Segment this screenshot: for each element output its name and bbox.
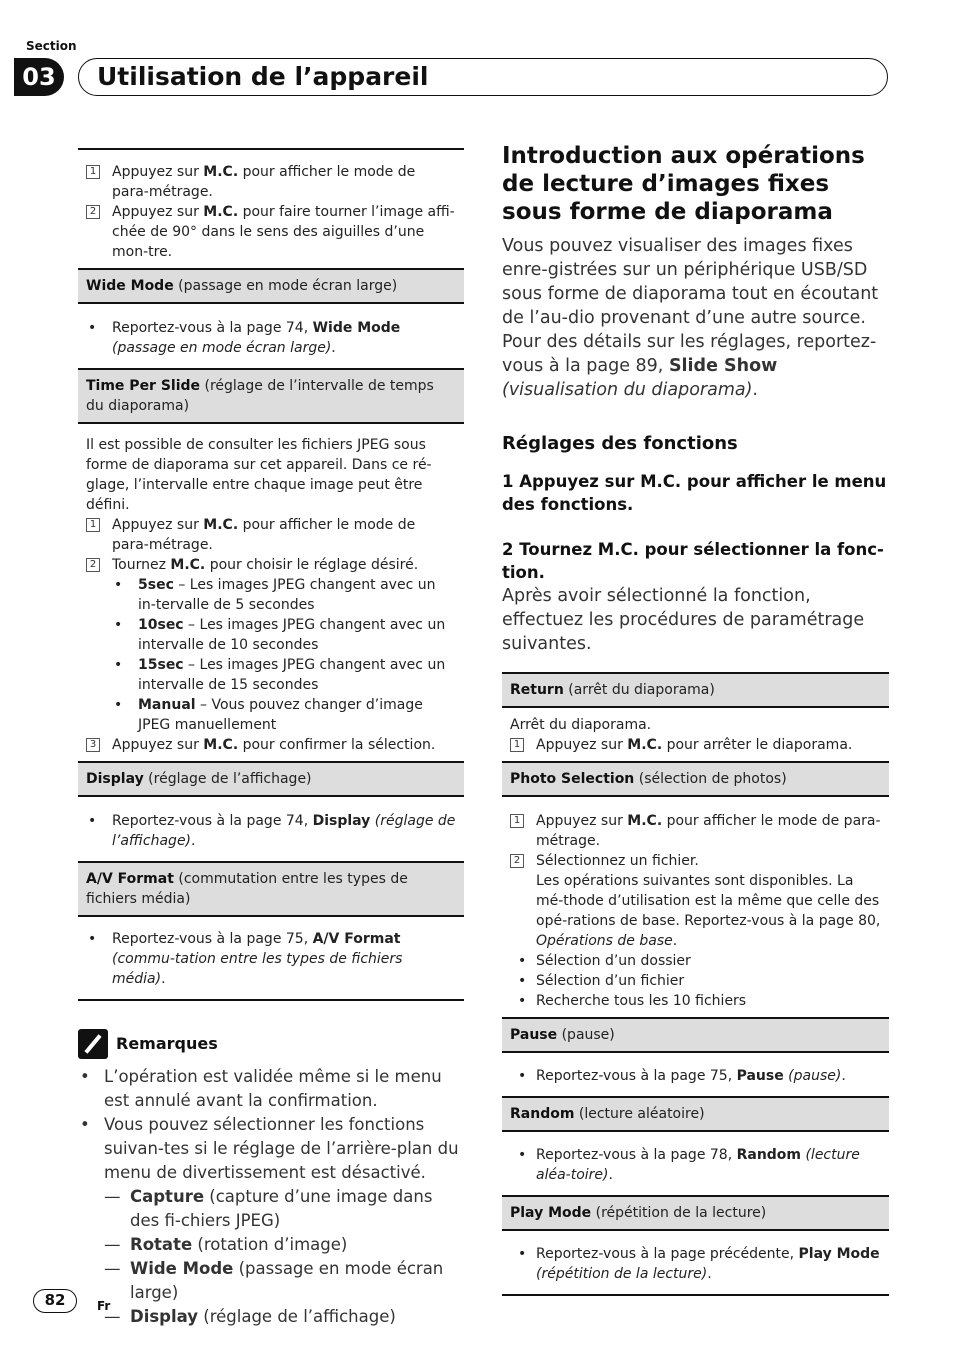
- remark-item: • Vous pouvez sélectionner les fonctions suivan-tes si le réglage de l’arrière-plan du menu de divertissement est désactivé.: [80, 1115, 459, 1182]
- step-number: 1: [86, 165, 100, 179]
- random-header: Random (lecture aléatoire): [502, 1096, 889, 1132]
- step-number: 2: [86, 558, 100, 572]
- option-item: • Manual – Vous pouvez changer d’image JPEG manuellement: [114, 697, 423, 733]
- section-heading: Introduction aux opérations de lecture d’images fixes sous forme de diaporama: [502, 143, 865, 225]
- bullet-item: • Reportez-vous à la page 74, Wide Mode (passage en mode écran large).: [88, 320, 401, 356]
- display-header: Display (réglage de l’affichage): [78, 761, 464, 797]
- step-heading-1: 1 Appuyez sur M.C. pour afficher le menu des fonctions.: [502, 472, 887, 514]
- step-row: 1 Appuyez sur M.C. pour afficher le mode de para-métrage.: [510, 811, 881, 851]
- time-per-slide-body: [78, 424, 464, 761]
- photo-selection-header: Photo Selection (sélection de photos): [502, 761, 889, 797]
- bullet-item: • Sélection d’un fichier: [518, 973, 685, 989]
- dash-item: — Rotate (rotation d’image): [104, 1235, 348, 1254]
- pencil-icon: [78, 1029, 108, 1059]
- step-number: 1: [510, 738, 524, 752]
- option-item: • 15sec – Les images JPEG changent avec un intervalle de 15 secondes: [114, 657, 446, 693]
- option-item: • 5sec – Les images JPEG changent avec un in-tervalle de 5 secondes: [114, 577, 436, 613]
- step-row: 1 Appuyez sur M.C. pour afficher le mode de para-métrage.: [86, 515, 456, 555]
- bullet-item: • Reportez-vous à la page 74, Display (réglage de l’affichage).: [88, 813, 456, 849]
- section-label: Section: [26, 39, 77, 53]
- page-number: 82: [33, 1289, 77, 1313]
- play-mode-header: Play Mode (répétition de la lecture): [502, 1195, 889, 1231]
- return-body: [502, 708, 889, 761]
- step-number: 2: [86, 205, 100, 219]
- step-text: Appuyez sur M.C. pour faire tourner l’image affi-chée de 90° dans le sens des aiguilles d’une mon-tre.: [112, 204, 455, 260]
- pause-header: Pause (pause): [502, 1017, 889, 1053]
- av-format-body: [78, 917, 464, 1001]
- time-per-slide-intro: Il est possible de consulter les fichiers JPEG sous forme de diaporama sur cet appareil. Dans ce ré-glage, l’intervalle entre chaque image peut être défini.: [86, 437, 432, 513]
- step-row: [86, 202, 456, 262]
- dash-item: — Capture (capture d’une image dans des fi-chiers JPEG): [104, 1187, 433, 1230]
- bullet-item: • Sélection d’un dossier: [518, 953, 691, 969]
- language-label: Fr: [97, 1299, 111, 1313]
- display-body: [78, 797, 464, 861]
- dash-item: — Display (réglage de l’affichage): [104, 1307, 396, 1326]
- bullet-item: • Reportez-vous à la page 75, A/V Format (commu-tation entre les types de fichiers média).: [88, 931, 403, 987]
- step-row: [86, 162, 456, 202]
- random-body: [502, 1132, 889, 1195]
- step-row: 3 Appuyez sur M.C. pour confirmer la sélection.: [86, 735, 456, 755]
- step-number: 1: [86, 518, 100, 532]
- step-number: 1: [510, 814, 524, 828]
- option-item: • 10sec – Les images JPEG changent avec un intervalle de 10 secondes: [114, 617, 446, 653]
- intro-paragraph: Vous pouvez visualiser des images fixes enre-gistrées sur un périphérique USB/SD sous forme de diaporama tout en écoutant de l’au-dio provenant d’une autre source.: [502, 236, 879, 328]
- step-row: 2 Tournez M.C. pour choisir le réglage désiré.: [86, 555, 456, 575]
- rotate-steps: [78, 148, 464, 268]
- bullet-item: • Reportez-vous à la page 78, Random (lecture aléa-toire).: [518, 1147, 860, 1183]
- step-text: Appuyez sur M.C. pour afficher le mode de para-métrage.: [112, 164, 416, 200]
- dash-item: — Wide Mode (passage en mode écran large): [104, 1259, 444, 1302]
- step-heading-2: 2 Tournez M.C. pour sélectionner la fonc-tion.: [502, 540, 884, 582]
- return-intro: Arrêt du diaporama.: [510, 717, 652, 733]
- step-number: 3: [86, 738, 100, 752]
- step-row: 2 Sélectionnez un fichier. Les opérations suivantes sont disponibles. La mé-thode d’utilisation est la même que celle des opé-rations de base. Reportez-vous à la page 80, Opérations de base.: [510, 851, 881, 951]
- step-number: 2: [510, 854, 524, 868]
- details-paragraph: Pour des détails sur les réglages, reportez-vous à la page 89, Slide Show (visualisation du diaporama).: [502, 332, 877, 400]
- bullet-item: • Recherche tous les 10 fichiers: [518, 993, 747, 1009]
- wide-mode-header: Wide Mode (passage en mode écran large): [78, 268, 464, 304]
- title-box: [78, 58, 888, 96]
- av-format-header: A/V Format (commutation entre les types de fichiers média): [78, 861, 464, 917]
- play-mode-body: [502, 1231, 889, 1296]
- bullet-item: • Reportez-vous à la page précédente, Play Mode (répétition de la lecture).: [518, 1246, 880, 1282]
- pause-body: [502, 1053, 889, 1096]
- remarks-heading: Remarques: [78, 1029, 464, 1059]
- page-title: Utilisation de l’appareil: [97, 62, 429, 91]
- remarks-list: [78, 1065, 464, 1329]
- sub-heading: Réglages des fonctions: [502, 433, 738, 454]
- left-column: [78, 148, 464, 1329]
- step-2-text: Après avoir sélectionné la fonction, effectuez les procédures de paramétrage suivantes.: [502, 586, 865, 654]
- right-column: [502, 142, 889, 1296]
- photo-selection-body: [502, 797, 889, 1017]
- return-header: Return (arrêt du diaporama): [502, 672, 889, 708]
- step-row: 1 Appuyez sur M.C. pour arrêter le diaporama.: [510, 735, 881, 755]
- section-number: 03: [14, 58, 64, 96]
- bullet-item: • Reportez-vous à la page 75, Pause (pause).: [518, 1068, 846, 1084]
- time-per-slide-header: Time Per Slide (réglage de l’intervalle de temps du diaporama): [78, 368, 464, 424]
- remark-item: • L’opération est validée même si le menu est annulé avant la confirmation.: [80, 1067, 442, 1110]
- wide-mode-body: [78, 304, 464, 368]
